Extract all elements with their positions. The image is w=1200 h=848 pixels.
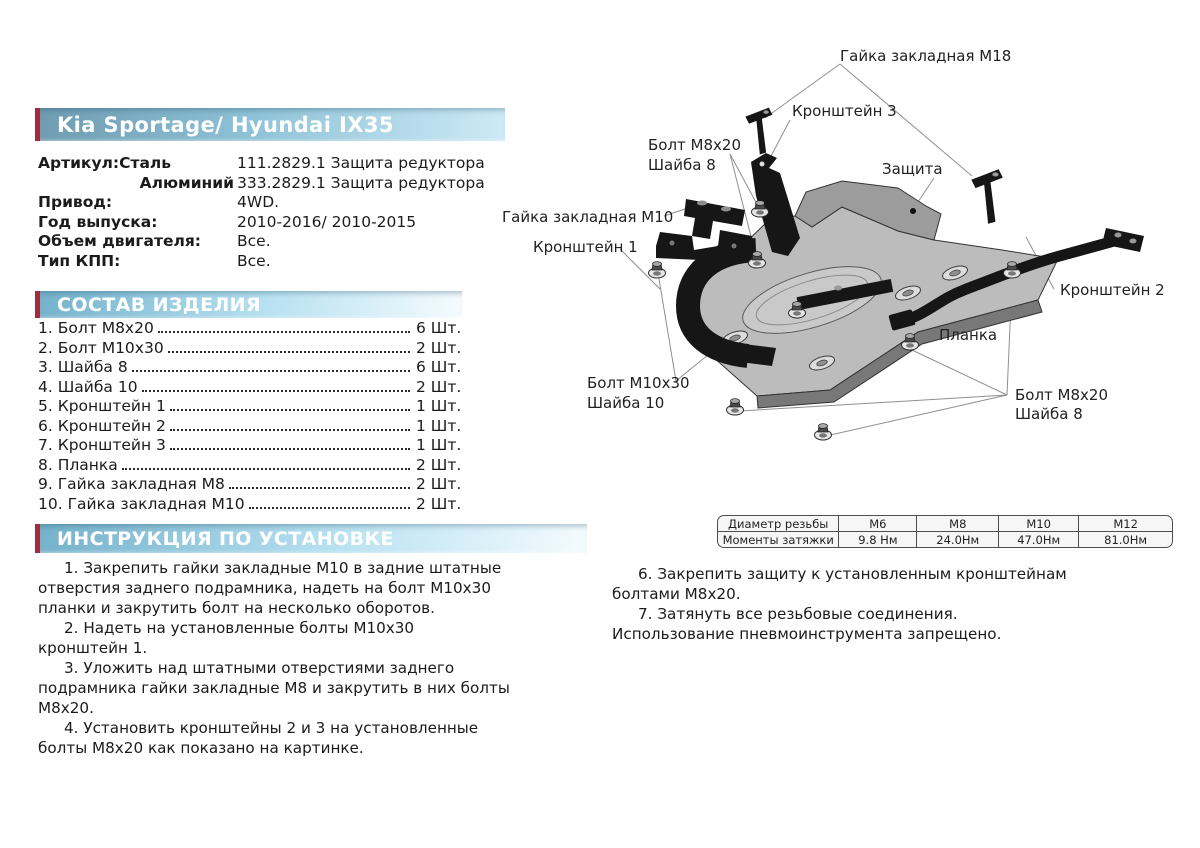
part-name: 3. Шайба 8 <box>38 358 128 376</box>
part-name: 5. Кронштейн 1 <box>38 397 166 415</box>
part-name: 8. Планка <box>38 455 118 474</box>
parts-heading <box>35 291 462 318</box>
specs-block <box>38 154 513 272</box>
dotted-leader <box>249 507 410 509</box>
spec-row <box>38 232 513 252</box>
t-bolt-right <box>971 169 1003 224</box>
torque-cell: 81.0Нм <box>1079 532 1172 548</box>
part-qty: 6 Шт. <box>416 319 462 337</box>
instruction-line: М8х20. <box>38 699 94 717</box>
part-qty: 2 Шт. <box>416 475 462 493</box>
part-row <box>38 378 468 398</box>
spec-row <box>38 193 513 213</box>
dotted-leader <box>158 331 410 333</box>
spec-label: Артикул:Сталь <box>38 154 172 172</box>
part-name: 4. Шайба 10 <box>38 377 138 396</box>
part-qty: 2 Шт. <box>416 455 462 474</box>
diagram-label-bracket-2: Кронштейн 2 <box>1060 281 1165 299</box>
spec-value: 2010-2016/ 2010-2015 <box>237 212 417 231</box>
instruction-paragraph <box>38 558 603 618</box>
shield-callout-dot <box>910 208 916 214</box>
part-row <box>38 456 468 476</box>
instruction-paragraph <box>38 658 603 718</box>
instruction-line: подрамника гайки закладные М8 и закрутить в них болты <box>38 679 510 697</box>
part-row <box>38 339 468 359</box>
part-row <box>38 436 468 456</box>
spec-label: Привод: <box>38 193 113 212</box>
instruction-line: Использование пневмоинструмента запрещено. <box>612 625 1002 643</box>
instruction-line: 7. Затянуть все резьбовые соединения. <box>638 605 958 623</box>
part-row <box>38 358 468 378</box>
instructions-right-column <box>612 564 1187 644</box>
t-bolt-left <box>745 108 772 155</box>
instruction-paragraph <box>612 604 1187 644</box>
part-name: 1. Болт М8х20 <box>38 319 154 337</box>
spec-label: Объем двигателя: <box>38 232 201 251</box>
part-row <box>38 319 468 339</box>
parts-heading-text: СОСТАВ ИЗДЕЛИЯ <box>57 293 262 316</box>
diagram-label-bracket-3: Кронштейн 3 <box>792 102 897 120</box>
torque-cell: М8 <box>917 516 999 532</box>
instructions-left-column <box>38 558 603 758</box>
torque-table <box>717 515 1173 548</box>
spec-value: Все. <box>237 251 271 270</box>
part-qty: 2 Шт. <box>416 377 462 396</box>
instruction-line: 6. Закрепить защиту к установленным кронштейнам <box>638 565 1067 583</box>
dotted-leader <box>170 429 410 431</box>
dotted-leader <box>170 409 410 411</box>
spec-label: Год выпуска: <box>38 212 158 231</box>
dotted-leader <box>168 351 410 353</box>
part-row <box>38 417 468 437</box>
spec-label: Тип КПП: <box>38 251 121 270</box>
part-qty: 1 Шт. <box>416 436 462 454</box>
instruction-line: болты М8х20 как показано на картинке. <box>38 739 364 757</box>
part-qty: 2 Шт. <box>416 494 462 513</box>
part-name: 7. Кронштейн 3 <box>38 436 166 454</box>
diagram-label-bolt-m8-right: Болт М8х20 Шайба 8 <box>1015 386 1109 423</box>
dotted-leader <box>132 370 410 372</box>
diagram-label-bolt-m10: Болт М10х30 Шайба 10 <box>587 374 690 412</box>
instruction-line: планки и закрутить болт на несколько оборотов. <box>38 599 435 617</box>
dotted-leader <box>122 468 410 470</box>
part-name: 9. Гайка закладная М8 <box>38 475 225 493</box>
part-qty: 6 Шт. <box>416 358 462 376</box>
torque-cell: 47.0Нм <box>999 532 1079 548</box>
torque-cell: М10 <box>999 516 1079 532</box>
spec-row <box>38 213 513 233</box>
torque-table-body <box>718 516 1172 547</box>
instruction-paragraph <box>38 618 603 658</box>
instruction-line: 3. Уложить над штатными отверстиями заднего <box>64 659 455 677</box>
diagram-label-shield: Защита <box>882 160 943 178</box>
instruction-line: 4. Установить кронштейны 2 и 3 на установленные <box>64 719 479 737</box>
part-name: 10. Гайка закладная М10 <box>38 494 245 513</box>
instruction-line: 1. Закрепить гайки закладные М10 в задние штатные <box>64 559 502 577</box>
torque-row-header: Диаметр резьбы <box>718 516 839 532</box>
spec-row <box>38 154 513 174</box>
instruction-line: 2. Надеть на установленные болты М10х30 <box>64 619 415 637</box>
part-row <box>38 495 468 515</box>
instruction-line: болтами М8х20. <box>612 585 741 603</box>
instruction-line: отверстия заднего подрамника, надеть на болт М10х30 <box>38 579 491 597</box>
part-qty: 1 Шт. <box>416 397 462 415</box>
torque-cell: М6 <box>839 516 917 532</box>
spec-value: 333.2829.1 Защита редуктора <box>237 173 485 192</box>
dotted-leader <box>229 487 410 489</box>
torque-row-header: Моменты затяжки <box>718 532 839 548</box>
diagram-label-planka: Планка <box>939 326 998 344</box>
instructions-heading <box>35 524 587 553</box>
part-row <box>38 475 468 495</box>
exploded-diagram <box>480 20 1195 505</box>
torque-cell: 9.8 Нм <box>839 532 917 548</box>
parts-list <box>38 319 468 514</box>
instruction-line: кронштейн 1. <box>38 639 148 657</box>
diagram-label-nut-m18: Гайка закладная М18 <box>840 47 1012 65</box>
dotted-leader <box>170 448 410 450</box>
diagram-label-nut-m10: Гайка закладная М10 <box>502 208 674 226</box>
spec-label: Алюминий <box>139 173 234 192</box>
diagram-label-bolt-m8-left: Болт М8х20 Шайба 8 <box>648 136 742 174</box>
torque-row <box>718 532 1172 548</box>
spec-row <box>38 174 513 194</box>
part-qty: 2 Шт. <box>416 338 462 357</box>
instruction-paragraph <box>38 718 603 758</box>
torque-cell: М12 <box>1079 516 1172 532</box>
part-qty: 1 Шт. <box>416 416 462 435</box>
part-name: 2. Болт М10х30 <box>38 338 164 357</box>
spec-row <box>38 252 513 272</box>
page-title-text: Kia Sportage/ Hyundai IX35 <box>57 112 394 137</box>
torque-row <box>718 516 1172 532</box>
spec-value: 111.2829.1 Защита редуктора <box>237 154 485 172</box>
instructions-heading-text: ИНСТРУКЦИЯ ПО УСТАНОВКЕ <box>57 527 394 550</box>
spec-value: 4WD. <box>237 193 280 212</box>
spec-value: Все. <box>237 232 271 251</box>
diagram-label-bracket-1: Кронштейн 1 <box>533 238 638 256</box>
part-name: 6. Кронштейн 2 <box>38 416 166 435</box>
instruction-paragraph <box>612 564 1187 604</box>
dotted-leader <box>142 390 410 392</box>
torque-cell: 24.0Нм <box>917 532 999 548</box>
page-title <box>35 108 505 141</box>
part-row <box>38 397 468 417</box>
